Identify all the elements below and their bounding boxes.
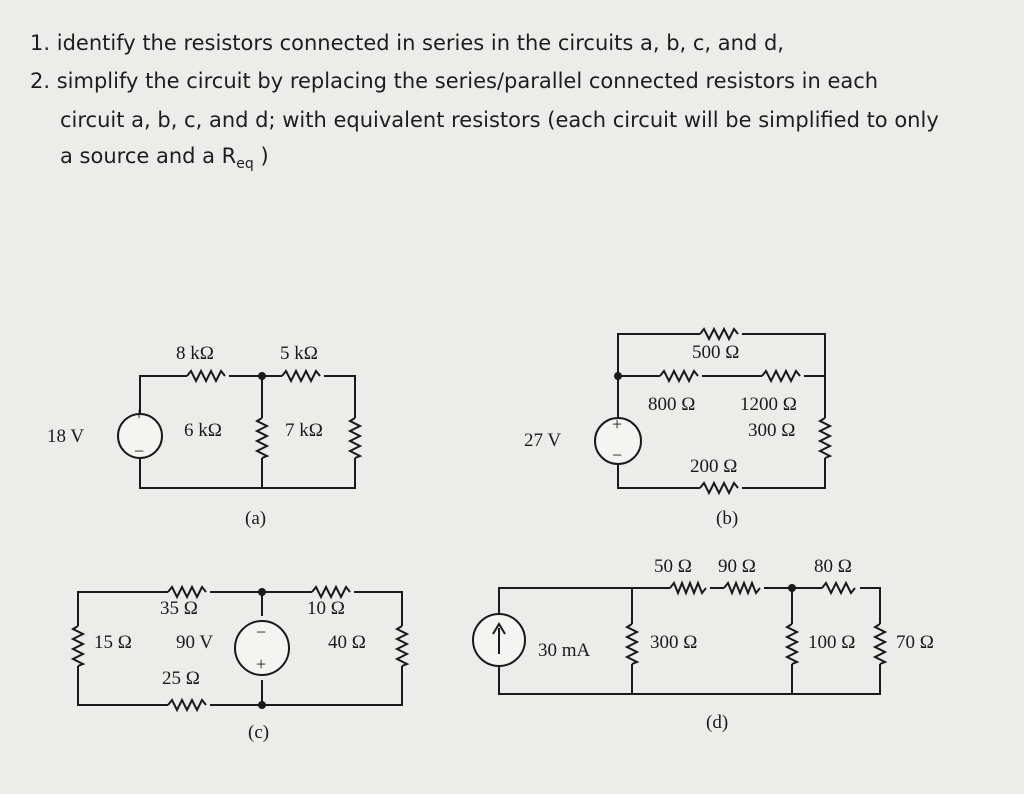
caption-a: (a) [245, 508, 267, 529]
resistor-label-300: 300 Ω [748, 420, 796, 441]
resistor-50-symbol [670, 583, 706, 593]
circuit-d [473, 556, 934, 733]
resistor-6k-symbol [257, 418, 267, 458]
resistor-300-symbol [820, 418, 830, 458]
source-plus: + [612, 414, 623, 434]
question-1-number: 1. [30, 31, 51, 55]
resistor-80-symbol [822, 583, 855, 593]
node-dot [614, 372, 622, 380]
source-minus: − [612, 445, 623, 465]
resistor-200-symbol [700, 483, 738, 493]
resistor-label-7k: 7 kΩ [285, 420, 323, 441]
resistor-label-300: 300 Ω [650, 632, 698, 653]
resistor-label-500: 500 Ω [692, 342, 740, 363]
node-dot [258, 588, 266, 596]
resistor-10-symbol [312, 587, 350, 597]
resistor-label-25: 25 Ω [162, 668, 200, 689]
resistor-70-symbol [875, 624, 885, 664]
question-2-line-3: a source and a $R_{eq}$ ) [60, 144, 269, 173]
resistor-label-15: 15 Ω [94, 632, 132, 653]
node-dot [258, 372, 266, 380]
resistor-label-50: 50 Ω [654, 556, 692, 577]
resistor-label-100: 100 Ω [808, 632, 856, 653]
resistor-label-800: 800 Ω [648, 394, 696, 415]
resistor-label-1200: 1200 Ω [740, 394, 797, 415]
resistor-35-symbol [168, 587, 206, 597]
node-dot [258, 701, 266, 709]
resistor-40-symbol [397, 626, 407, 666]
source-plus: + [256, 654, 267, 674]
resistor-15-symbol [73, 626, 83, 666]
circuit-a [47, 343, 360, 529]
source-plus: + [134, 404, 145, 424]
node-dot [788, 584, 796, 592]
source-label-90v: 90 V [176, 632, 214, 653]
resistor-label-10: 10 Ω [307, 598, 345, 619]
resistor-5k-symbol [282, 371, 320, 381]
resistor-800-symbol [660, 371, 698, 381]
resistor-label-6k: 6 kΩ [184, 420, 222, 441]
circuit-c [73, 587, 407, 743]
source-label-18v: 18 V [47, 426, 85, 447]
resistor-8k-symbol [187, 371, 225, 381]
resistor-label-80: 80 Ω [814, 556, 852, 577]
source-minus: − [134, 441, 145, 461]
resistor-1200-symbol [762, 371, 800, 381]
source-label-30ma: 30 mA [538, 640, 591, 661]
question-2-number: 2. [30, 69, 51, 93]
resistor-label-5k: 5 kΩ [280, 343, 318, 364]
resistor-300-symbol [627, 624, 637, 664]
circuit-b [524, 329, 830, 529]
caption-b: (b) [716, 508, 739, 529]
resistor-label-200: 200 Ω [690, 456, 738, 477]
resistor-7k-symbol [350, 418, 360, 458]
resistor-500-symbol [700, 329, 738, 339]
question-1-text: identify the resistors connected in series in the circuits a, b, c, and d, [56, 31, 784, 55]
resistor-label-90: 90 Ω [718, 556, 756, 577]
resistor-label-70: 70 Ω [896, 632, 934, 653]
question-2-line-1: simplify the circuit by replacing the series/parallel connected resistors in each [56, 69, 879, 93]
resistor-25-symbol [168, 700, 206, 710]
resistor-100-symbol [787, 624, 797, 664]
source-minus: − [256, 622, 267, 642]
source-label-27v: 27 V [524, 430, 562, 451]
resistor-label-40: 40 Ω [328, 632, 366, 653]
caption-d: (d) [706, 712, 729, 733]
resistor-label-35: 35 Ω [160, 598, 198, 619]
resistor-label-8k: 8 kΩ [176, 343, 214, 364]
caption-c: (c) [248, 722, 270, 743]
question-2-line-2: circuit a, b, c, and d; with equivalent resistors (each circuit will be simplified to only [60, 108, 939, 132]
resistor-90-symbol [724, 583, 760, 593]
